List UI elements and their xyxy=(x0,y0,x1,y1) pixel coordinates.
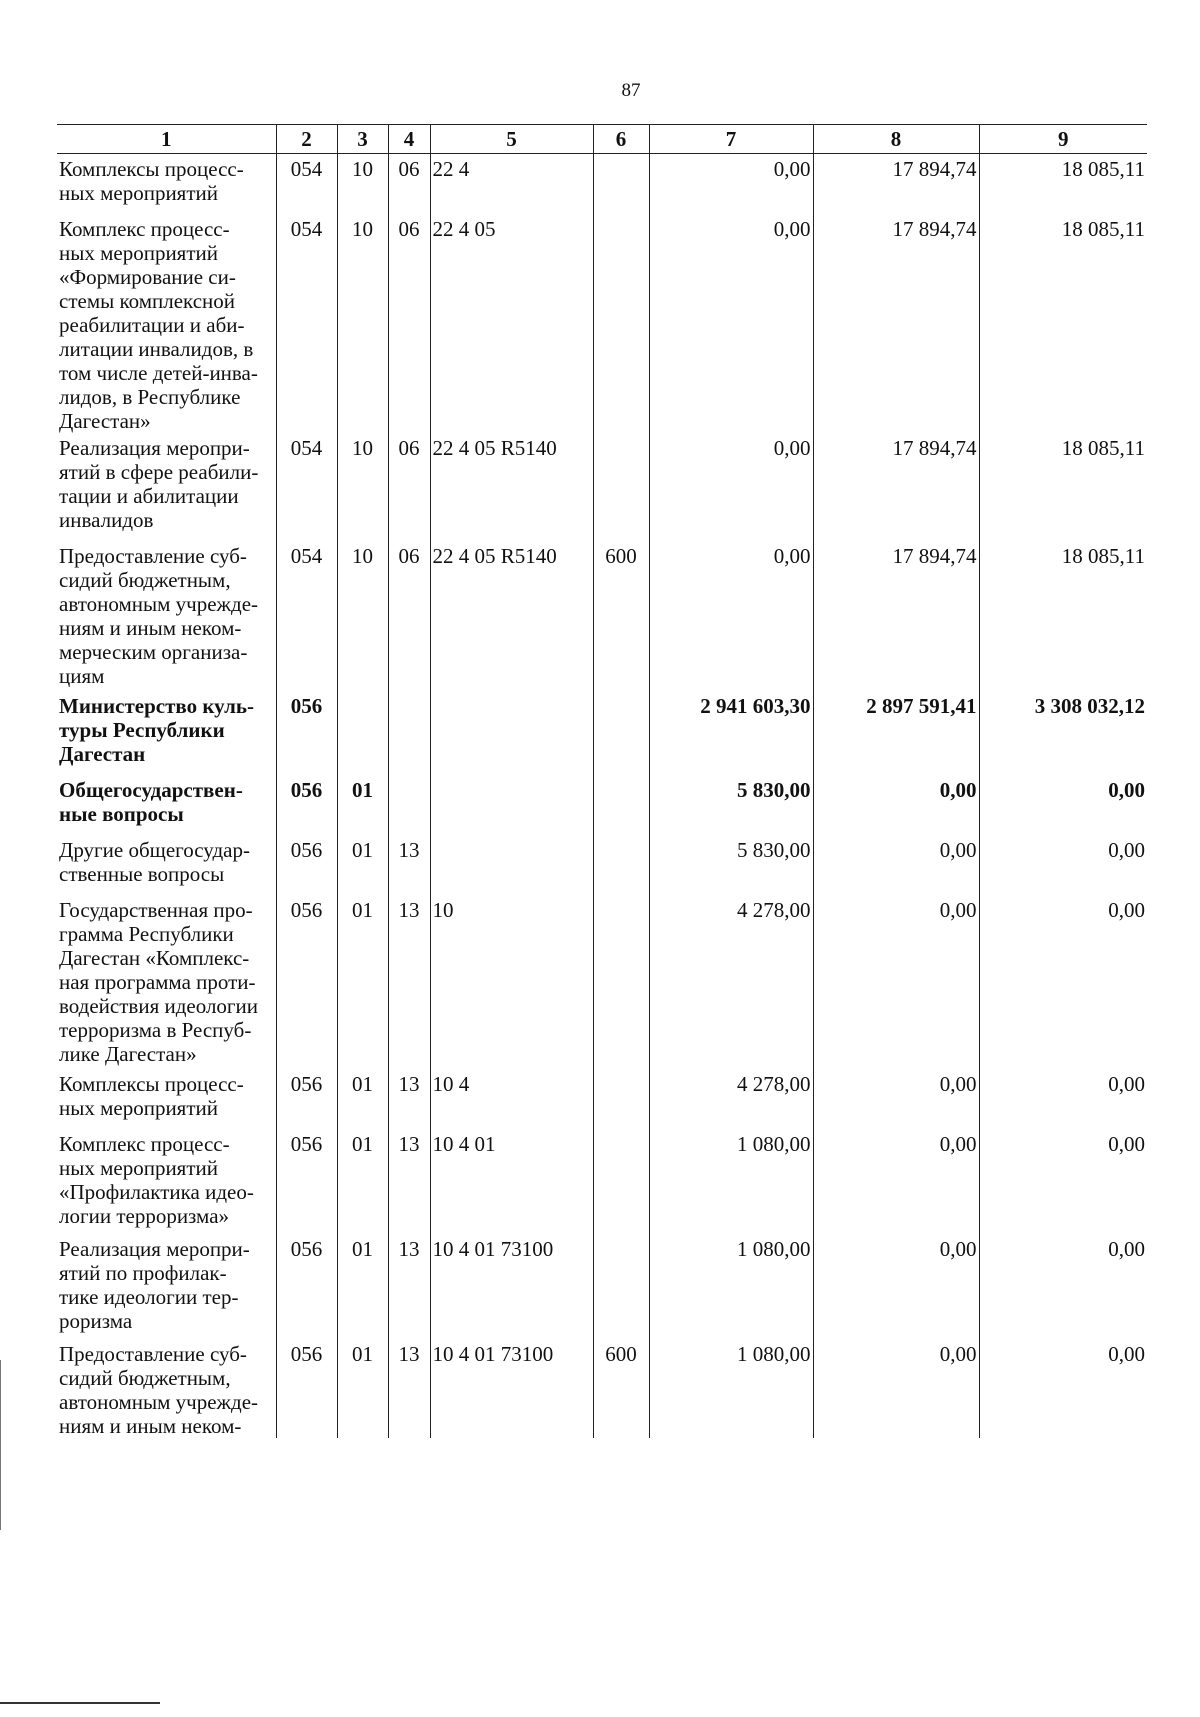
row-value-col8: 17 894,74 xyxy=(813,433,979,541)
row-target-article: 22 4 05 R5140 xyxy=(430,433,593,541)
row-expense-type xyxy=(593,775,649,835)
row-value-col7: 1 080,00 xyxy=(649,1339,813,1438)
header-col-3: 3 xyxy=(337,125,388,154)
table-row xyxy=(57,1339,1147,1438)
row-section-code: 01 xyxy=(337,835,388,895)
row-value-col8: 0,00 xyxy=(813,1129,979,1234)
row-expense-type xyxy=(593,1234,649,1339)
row-section-code: 10 xyxy=(337,214,388,433)
row-name: Другие общегосудар- ственные вопросы xyxy=(59,838,250,886)
row-gr-code: 056 xyxy=(276,775,337,835)
row-expense-type xyxy=(593,154,649,215)
row-target-article: 22 4 05 R5140 xyxy=(430,541,593,691)
row-expense-type: 600 xyxy=(593,1339,649,1438)
row-value-col7: 0,00 xyxy=(649,433,813,541)
row-subsection-code: 06 xyxy=(388,433,430,541)
table-row xyxy=(57,775,1147,835)
row-value-col9: 0,00 xyxy=(979,1129,1147,1234)
header-col-5: 5 xyxy=(430,125,593,154)
row-expense-type xyxy=(593,1069,649,1129)
row-name: Комплекс процесс- ных мероприятий «Профилактика идео- логии терроризма» xyxy=(59,1132,254,1228)
budget-table xyxy=(57,124,1147,1438)
row-value-col9: 0,00 xyxy=(979,1339,1147,1438)
row-expense-type xyxy=(593,1129,649,1234)
row-subsection-code: 13 xyxy=(388,1339,430,1438)
row-value-col7: 5 830,00 xyxy=(649,835,813,895)
row-target-article: 10 4 01 xyxy=(430,1129,593,1234)
row-section-code: 01 xyxy=(337,1234,388,1339)
table-row xyxy=(57,214,1147,433)
row-value-col8: 0,00 xyxy=(813,1234,979,1339)
row-value-col8: 0,00 xyxy=(813,775,979,835)
row-gr-code: 056 xyxy=(276,895,337,1069)
row-gr-code: 054 xyxy=(276,541,337,691)
table-row xyxy=(57,835,1147,895)
table-body xyxy=(57,154,1147,1439)
table-row xyxy=(57,154,1147,215)
row-subsection-code xyxy=(388,775,430,835)
row-value-col7: 0,00 xyxy=(649,214,813,433)
row-subsection-code: 06 xyxy=(388,214,430,433)
row-expense-type: 600 xyxy=(593,541,649,691)
row-name: Реализация меропри- ятий по профилак- тике идеологии тер- роризма xyxy=(59,1237,250,1333)
row-expense-type xyxy=(593,835,649,895)
row-value-col8: 17 894,74 xyxy=(813,154,979,215)
scan-bottom-line xyxy=(0,1702,160,1704)
row-gr-code: 054 xyxy=(276,214,337,433)
row-name: Общегосударствен- ные вопросы xyxy=(59,778,243,826)
row-subsection-code: 06 xyxy=(388,541,430,691)
row-value-col7: 0,00 xyxy=(649,154,813,215)
row-expense-type xyxy=(593,433,649,541)
row-section-code: 10 xyxy=(337,154,388,215)
row-value-col8: 0,00 xyxy=(813,1069,979,1129)
row-subsection-code: 13 xyxy=(388,895,430,1069)
header-col-4: 4 xyxy=(388,125,430,154)
row-subsection-code xyxy=(388,691,430,775)
row-gr-code: 056 xyxy=(276,1129,337,1234)
header-col-9: 9 xyxy=(979,125,1147,154)
row-subsection-code: 13 xyxy=(388,1069,430,1129)
header-col-7: 7 xyxy=(649,125,813,154)
row-section-code: 01 xyxy=(337,1069,388,1129)
row-expense-type xyxy=(593,895,649,1069)
row-target-article: 22 4 05 xyxy=(430,214,593,433)
row-expense-type xyxy=(593,214,649,433)
row-value-col9: 0,00 xyxy=(979,895,1147,1069)
table-row xyxy=(57,1069,1147,1129)
row-subsection-code: 06 xyxy=(388,154,430,215)
table-row xyxy=(57,433,1147,541)
row-value-col8: 17 894,74 xyxy=(813,214,979,433)
row-target-article xyxy=(430,775,593,835)
table-row xyxy=(57,691,1147,775)
table-header xyxy=(57,125,1147,154)
row-value-col9: 0,00 xyxy=(979,1234,1147,1339)
row-value-col9: 18 085,11 xyxy=(979,541,1147,691)
row-gr-code: 056 xyxy=(276,1234,337,1339)
row-section-code: 01 xyxy=(337,1129,388,1234)
row-subsection-code: 13 xyxy=(388,1129,430,1234)
row-name: Предоставление суб- сидий бюджетным, автономным учрежде- ниям и иным неком- xyxy=(59,1342,259,1438)
row-section-code: 01 xyxy=(337,775,388,835)
header-col-2: 2 xyxy=(276,125,337,154)
header-row xyxy=(57,125,1147,154)
row-section-code: 10 xyxy=(337,541,388,691)
row-gr-code: 056 xyxy=(276,1069,337,1129)
page-number: 87 xyxy=(621,80,641,101)
row-value-col7: 1 080,00 xyxy=(649,1234,813,1339)
row-name: Реализация меропри- ятий в сфере реабили- тации и абилитации инвалидов xyxy=(59,436,259,532)
row-subsection-code: 13 xyxy=(388,835,430,895)
row-target-article: 10 4 01 73100 xyxy=(430,1339,593,1438)
row-value-col7: 2 941 603,30 xyxy=(649,691,813,775)
row-target-article xyxy=(430,691,593,775)
header-col-1: 1 xyxy=(57,125,276,154)
row-value-col9: 0,00 xyxy=(979,775,1147,835)
row-value-col9: 0,00 xyxy=(979,1069,1147,1129)
row-name: Комплекс процесс- ных мероприятий «Формирование си- стемы комплексной реабилитации и аби- литации инвалидов, в том числе детей-инва- лидов, в Республике Дагестан» xyxy=(59,217,258,433)
row-value-col7: 0,00 xyxy=(649,541,813,691)
row-value-col8: 0,00 xyxy=(813,1339,979,1438)
row-value-col8: 0,00 xyxy=(813,895,979,1069)
row-section-code: 01 xyxy=(337,895,388,1069)
row-value-col7: 5 830,00 xyxy=(649,775,813,835)
row-section-code: 01 xyxy=(337,1339,388,1438)
row-value-col9: 18 085,11 xyxy=(979,154,1147,215)
row-value-col7: 4 278,00 xyxy=(649,895,813,1069)
table-row xyxy=(57,541,1147,691)
row-value-col7: 4 278,00 xyxy=(649,1069,813,1129)
row-name: Комплексы процесс- ных мероприятий xyxy=(59,157,244,205)
row-target-article: 10 4 xyxy=(430,1069,593,1129)
row-gr-code: 056 xyxy=(276,691,337,775)
row-value-col9: 3 308 032,12 xyxy=(979,691,1147,775)
row-value-col8: 17 894,74 xyxy=(813,541,979,691)
table-row xyxy=(57,895,1147,1069)
table-row xyxy=(57,1234,1147,1339)
row-subsection-code: 13 xyxy=(388,1234,430,1339)
scan-edge-line xyxy=(0,1360,1,1530)
row-gr-code: 056 xyxy=(276,1339,337,1438)
row-gr-code: 054 xyxy=(276,154,337,215)
row-name: Государственная про- грамма Республики Дагестан «Комплекс- ная программа проти- водействия идеологии терроризма в Респуб- лике Дагестан» xyxy=(59,898,259,1066)
header-col-6: 6 xyxy=(593,125,649,154)
row-target-article: 10 4 01 73100 xyxy=(430,1234,593,1339)
row-name: Министерство куль- туры Республики Дагестан xyxy=(59,694,254,766)
row-section-code: 10 xyxy=(337,433,388,541)
row-value-col8: 0,00 xyxy=(813,835,979,895)
row-value-col9: 18 085,11 xyxy=(979,433,1147,541)
row-value-col9: 18 085,11 xyxy=(979,214,1147,433)
row-value-col7: 1 080,00 xyxy=(649,1129,813,1234)
row-name: Предоставление суб- сидий бюджетным, автономным учрежде- ниям и иным неком- мерческим организа- циям xyxy=(59,544,259,688)
row-name: Комплексы процесс- ных мероприятий xyxy=(59,1072,244,1120)
row-target-article: 22 4 xyxy=(430,154,593,215)
table-row xyxy=(57,1129,1147,1234)
row-target-article: 10 xyxy=(430,895,593,1069)
row-value-col9: 0,00 xyxy=(979,835,1147,895)
row-expense-type xyxy=(593,691,649,775)
row-gr-code: 056 xyxy=(276,835,337,895)
row-target-article xyxy=(430,835,593,895)
row-gr-code: 054 xyxy=(276,433,337,541)
row-section-code xyxy=(337,691,388,775)
header-col-8: 8 xyxy=(813,125,979,154)
row-value-col8: 2 897 591,41 xyxy=(813,691,979,775)
